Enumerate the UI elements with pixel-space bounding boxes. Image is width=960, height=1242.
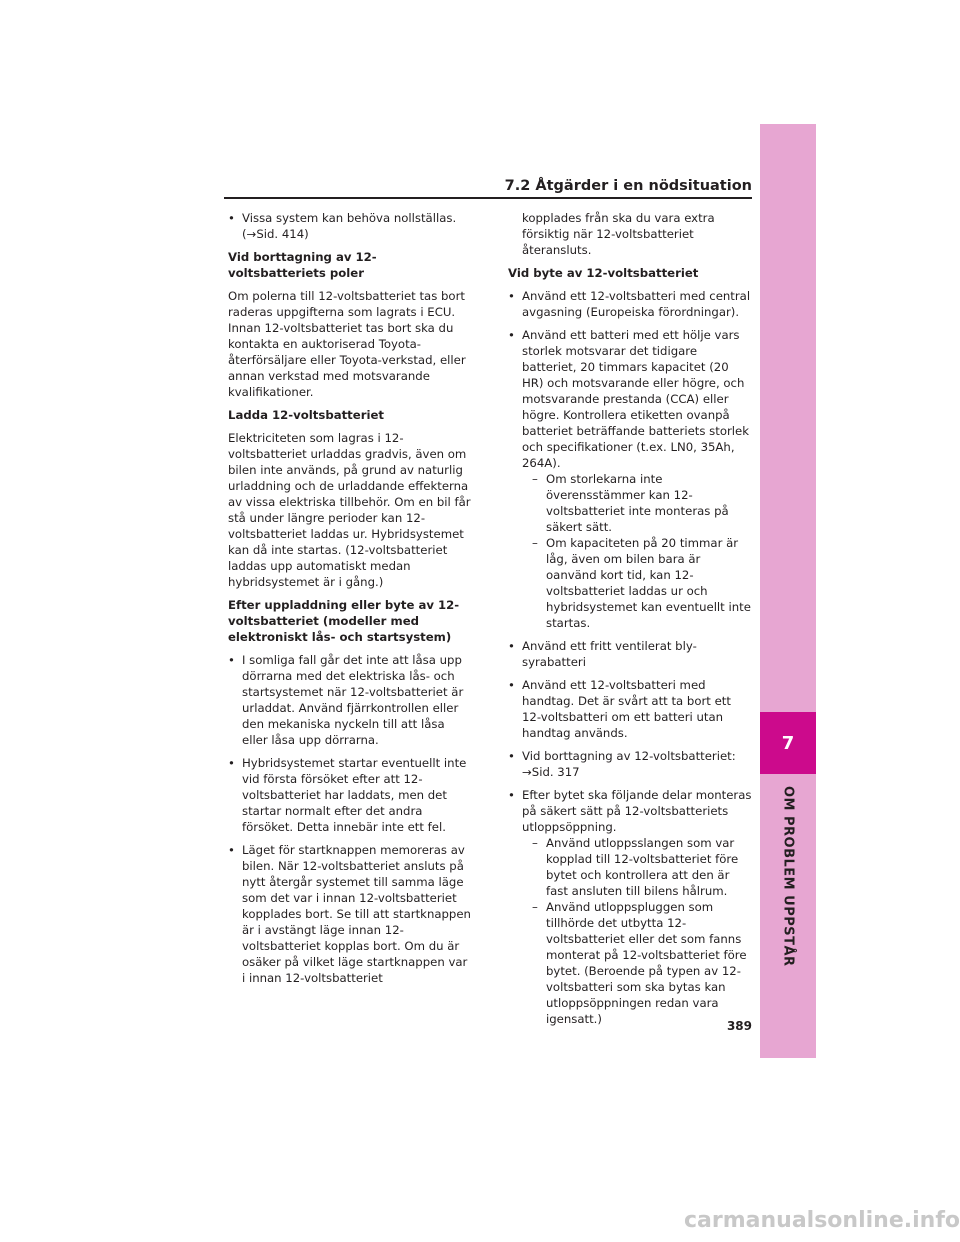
chapter-label xyxy=(760,786,816,986)
subheading: Efter uppladdning eller byte av 12-voltsbatteriet (modeller med elektroniskt lås- och startsystem) xyxy=(228,598,460,644)
page-number: 389 xyxy=(726,1019,752,1033)
continued-text: kopplades från ska du vara extra försiktig när 12-voltsbatteriet återansluts. xyxy=(522,211,715,257)
right-column xyxy=(508,210,752,1034)
bullet-item: • Använd ett 12-voltsbatteri med handtag. Det är svårt att ta bort ett 12-voltsbatteri om ett batteri utan handtag används. xyxy=(508,677,752,741)
subheading: Vid byte av 12-voltsbatteriet xyxy=(508,266,699,280)
watermark: carmanualsonline.info xyxy=(684,1208,960,1233)
subheading: Vid borttagning av 12-voltsbatteriets poler xyxy=(228,250,377,280)
paragraph: Om polerna till 12-voltsbatteriet tas bort raderas uppgifterna som lagrats i ECU. Innan 12-voltsbatteriet tas bort ska du kontakta en auktoriserad Toyota-återförsäljare eller Toyota-verkstad, eller annan verkstad med motsvarande kvalifikationer. xyxy=(228,289,466,399)
paragraph: Elektriciteten som lagras i 12-voltsbatteriet urladdas gradvis, även om bilen inte används, på grund av naturlig urladdning och de urladdande effekterna av vissa elektriska tillbehör. Om en bil får stå under längre perioder kan 12-voltsbatteriet laddas ur. Hybridsystemet kan då inte startas. (12-voltsbatteriet laddas upp automatiskt medan hybridsystemet är i gång.) xyxy=(228,431,471,589)
bullet-item xyxy=(508,787,752,1027)
bullet-item xyxy=(508,327,752,631)
bullet-text: • Använd ett batteri med ett hölje vars storlek motsvarar det tidigare batteriet, 20 timmars kapacitet (20 HR) och motsvarande eller högre, och motsvarande prestanda (CCA) eller högre. Kontrollera etiketten ovanpå batteriet beträffande batteriets storlek och specifikationer (t.ex. LN0, 35Ah, 264A). xyxy=(522,328,749,470)
bullet-item: • Hybridsystemet startar eventuellt inte vid första försöket efter att 12-voltsbatteriet har laddats, men det startar normalt efter det andra försöket. Detta innebär inte ett fel. xyxy=(228,755,472,835)
bullet-text: • Efter bytet ska följande delar monteras på säkert sätt på 12-voltsbatteriets utloppsöppning. xyxy=(522,788,752,834)
left-column xyxy=(228,210,472,993)
bullet-item: • Vid borttagning av 12-voltsbatteriet: →Sid. 317 xyxy=(508,748,752,780)
dash-item: – Använd utloppsslangen som var kopplad till 12-voltsbatteriet före bytet och kontrollera att den är fast ansluten till bilens hålrum. xyxy=(522,835,752,899)
bullet-item: • Använd ett 12-voltsbatteri med central avgasning (Europeiska förordningar). xyxy=(508,288,752,320)
bullet-item: • Läget för startknappen memoreras av bilen. När 12-voltsbatteriet ansluts på nytt återgår systemet till samma läge som det var i innan 12-voltsbatteriet kopplades bort. Se till att startknappen är i avstängt läge innan 12-voltsbatteriet kopplas bort. Om du är osäker på vilket läge startknappen var i innan 12-voltsbatteriet xyxy=(228,842,472,986)
bullet-item: • I somliga fall går det inte att låsa upp dörrarna med det elektriska lås- och startsystemet när 12-voltsbatteriet är urladdat. Använd fjärrkontrollen eller den mekaniska nyckeln till att låsa eller låsa upp dörrarna. xyxy=(228,652,472,748)
subheading: Ladda 12-voltsbatteriet xyxy=(228,408,384,422)
bullet-item: • Använd ett fritt ventilerat bly-syrabatteri xyxy=(508,638,752,670)
bullet-item: • Vissa system kan behöva nollställas. (→Sid. 414) xyxy=(228,210,472,242)
chapter-number: 7 xyxy=(760,712,816,774)
chapter-label-text: OM PROBLEM UPPSTÅR xyxy=(780,786,796,967)
section-header: 7.2 Åtgärder i en nödsituation xyxy=(224,178,752,199)
dash-item: – Använd utloppspluggen som tillhörde det utbytta 12-voltsbatteriet eller det som fanns monterat på 12-voltsbatteriet före bytet. (Beroende på typen av 12-voltsbatteri som ska bytas kan utloppsöppningen redan vara igensatt.) xyxy=(522,899,752,1027)
dash-item: – Om kapaciteten på 20 timmar är låg, även om bilen bara är oanvänd kort tid, kan 12-voltsbatteriet laddas ur och hybridsystemet kan eventuellt inte startas. xyxy=(522,535,752,631)
dash-item: – Om storlekarna inte överensstämmer kan 12-voltsbatteriet inte monteras på säkert sätt. xyxy=(522,471,752,535)
